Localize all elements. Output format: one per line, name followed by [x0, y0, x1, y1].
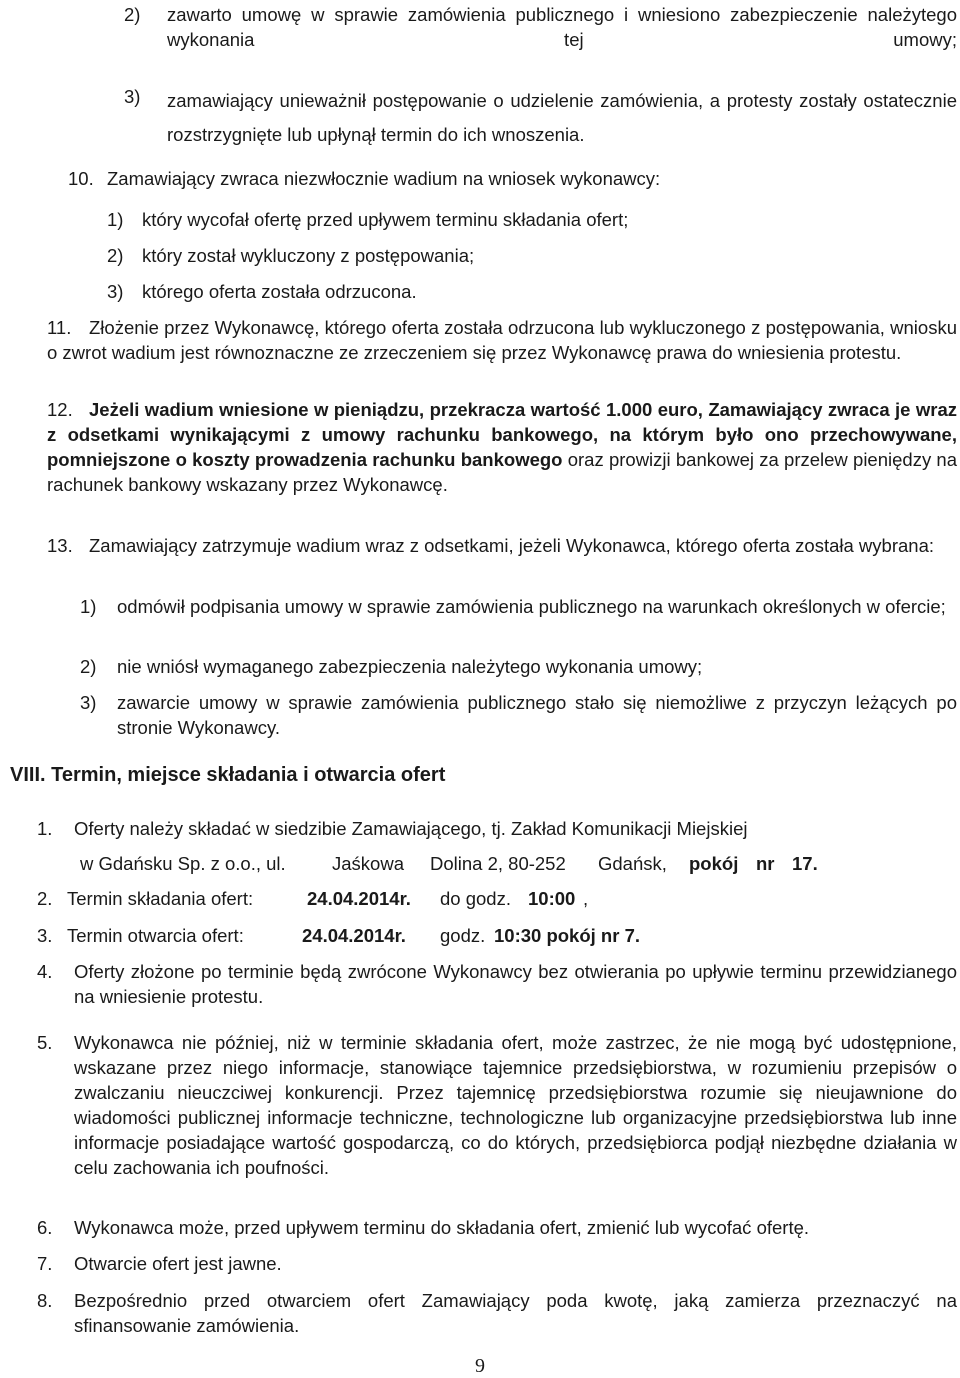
item-punct: , — [583, 888, 589, 909]
paragraph-text: Złożenie przez Wykonawcę, którego oferta została odrzucona lub wykluczonego z postępowania, wniosku o zwrot wadium jest równoznaczne ze zrzeczeniem się przez Wykonawcę prawa do wniesienia protestu. — [47, 317, 957, 363]
item-text: do godz. — [440, 888, 511, 909]
item-text-line2-d: Gdańsk, — [598, 853, 667, 874]
item-text-line2-b: Jaśkowa — [332, 853, 404, 874]
list-number: 2) — [80, 656, 97, 677]
list-number: 1) — [107, 209, 124, 230]
item-text-line2-a: w Gdańsku Sp. z o.o., ul. — [80, 853, 286, 874]
list-text: którego oferta została odrzucona. — [142, 281, 417, 302]
list-text: który został wykluczony z postępowania; — [142, 245, 475, 266]
list-number: 2) — [124, 4, 141, 25]
paragraph-text: Zamawiający zwraca niezwłocznie wadium na wniosek wykonawcy: — [107, 168, 661, 189]
item-number: 6. — [37, 1217, 53, 1238]
list-number: 2) — [107, 245, 124, 266]
item-number: 1. — [37, 818, 53, 839]
paragraph-number: 13. — [47, 535, 73, 556]
list-text: który wycofał ofertę przed upływem terminu składania ofert; — [142, 209, 629, 230]
item-text: godz. — [440, 925, 486, 946]
list-text: zawarto umowę w sprawie zamówienia publicznego i wniesiono zabezpieczenie należytego wykonania tej umowy; — [167, 4, 957, 50]
item-text: Wykonawca nie później, niż w terminie składania ofert, może zastrzec, że nie mogą być udostępnione, wskazane przez niego informacje, stanowiące tajemnice przedsiębiorstwa, w rozumieniu przepisów o zwalczaniu nieuczciwej konkurencji. Przez tajemnicę przedsiębiorstwa rozumie się nieujawnione do wiadomości publicznej informacje techniczne, technologiczne lub organizacyjne przedsiębiorstwa lub inne informacje posiadające wartość gospodarczą, co do których, przedsiębiorca podjął niezbędne działania w celu zachowania ich poufności. — [74, 1032, 957, 1178]
item-date: 24.04.2014r. — [307, 888, 411, 909]
item-date: 24.04.2014r. — [302, 925, 406, 946]
item-number: 7. — [37, 1253, 53, 1274]
item-text: Oferty należy składać w siedzibie Zamawiającego, tj. Zakład Komunikacji Miejskiej — [74, 818, 748, 839]
item-text-line2-c: Dolina 2, 80-252 — [430, 853, 566, 874]
item-number: 8. — [37, 1290, 53, 1311]
item-number: 3. — [37, 925, 53, 946]
paragraph-bold-text: Jeżeli wadium wniesione w pieniądzu, przekracza wartość 1.000 euro, Zamawiający zwraca je wraz z odsetkami wynikającymi z umowy rachunku bankowego, na którym było ono przechowywane, pomniejszone o koszty prowadzenia rachunku bankowego — [47, 399, 957, 470]
paragraph-number: 11. — [47, 317, 72, 338]
item-time: 10:30 pokój nr 7. — [494, 925, 640, 946]
paragraph-number: 12. — [47, 399, 73, 420]
list-number: 3) — [124, 86, 141, 107]
list-number: 3) — [80, 692, 97, 713]
list-text: zawarcie umowy w sprawie zamówienia publicznego stało się niemożliwe z przyczyn leżących po stronie Wykonawcy. — [117, 692, 957, 738]
list-number: 3) — [107, 281, 124, 302]
item-text: Bezpośrednio przed otwarciem ofert Zamawiający poda kwotę, jaką zamierza przeznaczyć na sfinansowanie zamówienia. — [74, 1290, 957, 1336]
list-text: zamawiający unieważnił postępowanie o udzielenie zamówienia, a protesty zostały ostatecznie rozstrzygnięte lub upłynął termin do ich wnoszenia. — [167, 90, 957, 145]
item-text-line2-e: pokój — [689, 853, 739, 874]
list-number: 1) — [80, 596, 97, 617]
paragraph-number: 10. — [68, 168, 94, 189]
item-text-line2-g: 17. — [792, 853, 818, 874]
item-number: 2. — [37, 888, 53, 909]
item-number: 5. — [37, 1032, 53, 1053]
list-text: odmówił podpisania umowy w sprawie zamówienia publicznego na warunkach określonych w ofercie; — [117, 596, 946, 617]
paragraph-text: Zamawiający zatrzymuje wadium wraz z odsetkami, jeżeli Wykonawca, którego oferta została wybrana: — [89, 535, 934, 556]
list-text: nie wniósł wymaganego zabezpieczenia należytego wykonania umowy; — [117, 656, 703, 677]
item-time: 10:00 — [528, 888, 576, 909]
item-text: Otwarcie ofert jest jawne. — [74, 1253, 282, 1274]
section-heading: VIII. Termin, miejsce składania i otwarcia ofert — [10, 764, 446, 786]
item-text: Oferty złożone po terminie będą zwrócone Wykonawcy bez otwierania po upływie terminu przewidzianego na wniesienie protestu. — [74, 961, 957, 1007]
paragraph-text: oraz prowizji bankowej za przelew pieniędzy na rachunek bankowy wskazany przez Wykonawcę. — [47, 449, 958, 495]
item-label: Termin składania ofert: — [67, 888, 254, 909]
page-number: 9 — [475, 1355, 485, 1377]
item-label: Termin otwarcia ofert: — [67, 925, 244, 946]
item-number: 4. — [37, 961, 53, 982]
item-text: Wykonawca może, przed upływem terminu do składania ofert, zmienić lub wycofać ofertę. — [74, 1217, 810, 1238]
item-text-line2-f: nr — [756, 853, 775, 874]
